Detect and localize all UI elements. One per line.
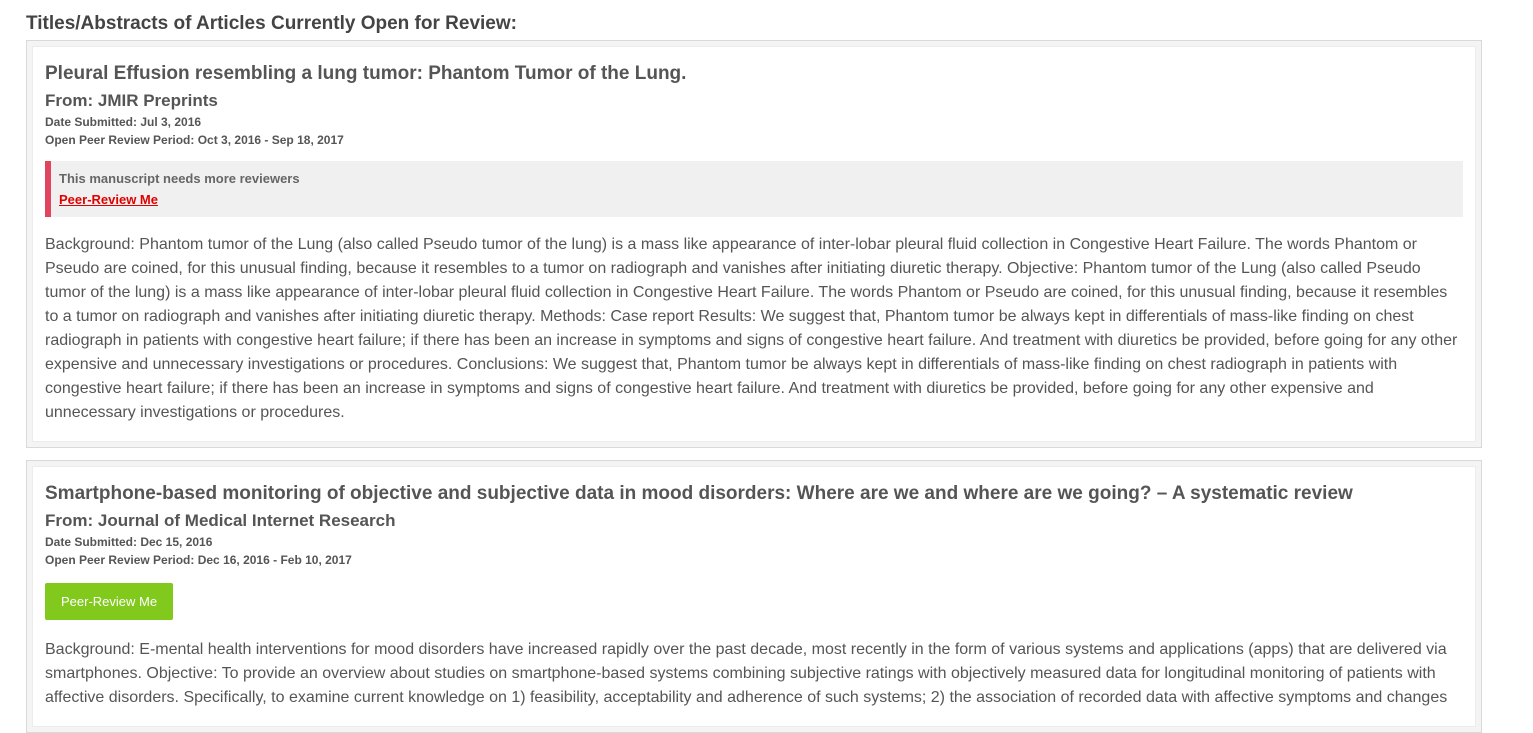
article-card [26,460,1482,733]
date-submitted: Date Submitted: Dec 15, 2016 [45,535,213,549]
peer-review-link[interactable]: Peer-Review Me [59,192,158,207]
article-card [26,40,1482,448]
date-submitted: Date Submitted: Jul 3, 2016 [45,115,202,129]
reviewers-needed-notice [45,161,1463,217]
notice-text: This manuscript needs more reviewers [59,171,300,186]
article-source: From: JMIR Preprints [45,91,218,110]
article-abstract: Background: E-mental health interventions for mood disorders have increased rapidly over the past decade, most recently in the form of various systems and applications (apps) that are delivered via smartphones. Objective: To provide an overview about studies on smartphone-based systems combining subjective ratings with objectively measured data for longitudinal monitoring of patients with affective disorders. Specifically, to examine current knowledge on 1) feasibility, acceptability and adherence of such systems; 2) the association of recorded data with affective symptoms and changes [45,641,1448,706]
article-card-body [32,46,1476,442]
review-period: Open Peer Review Period: Oct 3, 2016 - Sep 18, 2017 [45,133,344,147]
article-title[interactable]: Smartphone-based monitoring of objective and subjective data in mood disorders: Where are we and where are we going? – A systematic review [45,483,1353,504]
article-source: From: Journal of Medical Internet Research [45,511,396,530]
article-card-body [32,466,1476,727]
peer-review-button[interactable]: Peer-Review Me [45,583,173,620]
article-title[interactable]: Pleural Effusion resembling a lung tumor: Phantom Tumor of the Lung. [45,63,687,84]
review-period: Open Peer Review Period: Dec 16, 2016 - Feb 10, 2017 [45,553,352,567]
article-abstract: Background: Phantom tumor of the Lung (also called Pseudo tumor of the lung) is a mass like appearance of inter-lobar pleural fluid collection in Congestive Heart Failure. The words Phantom or Pseudo are coined, for this unusual finding, because it resembles to a tumor on radiograph and vanishes after initiating diuretic therapy. Objective: Phantom tumor of the Lung (also called Pseudo tumor of the lung) is a mass like appearance of inter-lobar pleural fluid collection in Congestive Heart Failure. The words Phantom or Pseudo are coined, for this unusual finding, because it resembles to a tumor on radiograph and vanishes after initiating diuretic therapy. Methods: Case report Results: We suggest that, Phantom tumor be always kept in differentials of mass-like finding on chest radiograph in patients with congestive heart failure; if there has been an increase in symptoms and signs of congestive heart failure. And treatment with diuretics be provided, before going for any other expensive and unnecessary investigations or procedures. Conclusions: We suggest that, Phantom tumor be always kept in differentials of mass-like finding on chest radiograph in patients with congestive heart failure; if there has been an increase in symptoms and signs of congestive heart failure. And treatment with diuretics be provided, before going for any other expensive and unnecessary investigations or procedures. [45,236,1458,421]
page-title: Titles/Abstracts of Articles Currently Open for Review: [26,13,517,34]
